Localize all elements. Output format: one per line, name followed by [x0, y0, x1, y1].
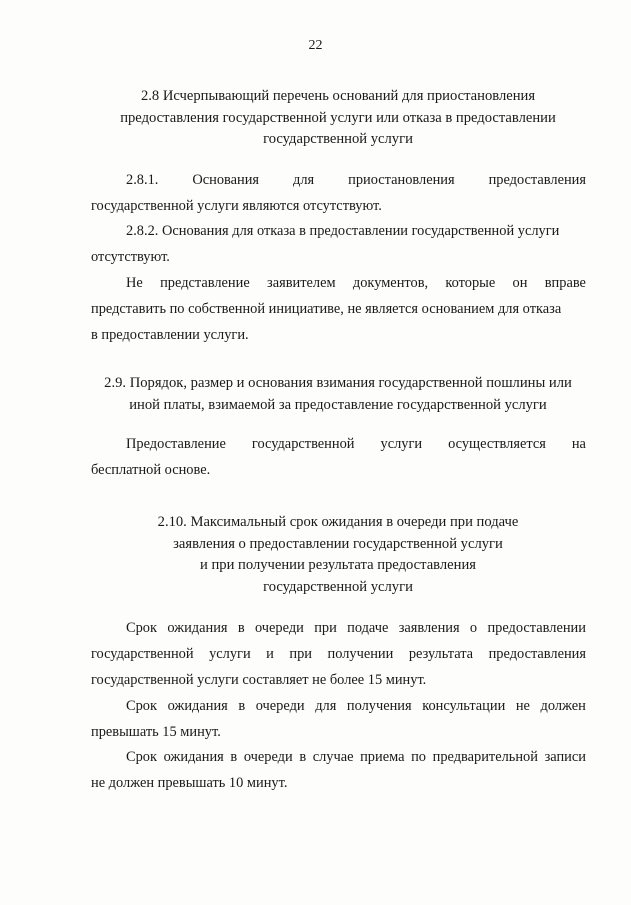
- word: представление: [160, 275, 250, 291]
- word: должен: [540, 698, 586, 714]
- paragraph-2-8-2: [91, 218, 586, 270]
- word: заявления: [398, 620, 460, 636]
- word: ожидания: [163, 749, 224, 765]
- word: предоставления: [488, 646, 586, 662]
- word: для: [315, 698, 337, 714]
- word: не: [515, 698, 530, 714]
- text-line: представить по собственной инициативе, не является основанием для отказа: [91, 301, 562, 317]
- word: очереди: [255, 698, 305, 714]
- heading-line: и при получении результата предоставления: [200, 557, 476, 573]
- word: случае: [312, 749, 354, 765]
- justified-line: [91, 693, 586, 719]
- word: государственной: [91, 646, 194, 662]
- word: по: [411, 749, 427, 765]
- word: о: [469, 620, 478, 636]
- word: Предоставление: [126, 436, 226, 452]
- word: подаче: [347, 620, 389, 636]
- justified-line: [91, 744, 586, 770]
- justified-line: [91, 167, 586, 193]
- word: при: [314, 620, 337, 636]
- word: Основания: [192, 172, 260, 188]
- word: приостановления: [348, 172, 455, 188]
- word: предоставлении: [487, 620, 586, 636]
- word: государственной: [251, 436, 355, 452]
- text-line: бесплатной основе.: [91, 462, 211, 478]
- heading-line: 2.10. Максимальный срок ожидания в очереди при подаче: [157, 514, 519, 530]
- paragraph-2-10-2: [91, 693, 586, 745]
- text-line: государственной услуги являются отсутствуют.: [91, 198, 382, 214]
- word: ожидания: [167, 698, 228, 714]
- word: Срок: [126, 620, 157, 636]
- word: ожидания: [167, 620, 228, 636]
- justified-line: [91, 431, 586, 457]
- word: в: [238, 698, 246, 714]
- word: очереди: [243, 749, 293, 765]
- heading-line: 2.8 Исчерпывающий перечень оснований для приостановления: [140, 88, 536, 104]
- word: Срок: [126, 698, 157, 714]
- text-line: превышать 15 минут.: [91, 724, 221, 740]
- word: предварительной: [432, 749, 538, 765]
- word: Срок: [126, 749, 157, 765]
- word: при: [289, 646, 312, 662]
- word: приема: [360, 749, 405, 765]
- paragraph-2-8-1: [91, 167, 586, 219]
- heading-line: предоставления государственной услуги или отказа в предоставлении: [120, 109, 556, 126]
- word: заявителем: [267, 275, 336, 291]
- text-line: в предоставлении услуги.: [91, 327, 249, 343]
- word: очереди: [254, 620, 304, 636]
- heading-line: иной платы, взимаемой за предоставление государственной услуги: [129, 396, 547, 413]
- heading-line: 2.9. Порядок, размер и основания взимания государственной пошлины или: [104, 375, 572, 391]
- word: в: [237, 620, 245, 636]
- word: для: [293, 172, 315, 188]
- word: которые: [445, 275, 496, 291]
- justified-line: [91, 615, 586, 641]
- section-2-9-heading: [90, 373, 586, 416]
- section-2-10-heading: [90, 512, 586, 598]
- word: в: [230, 749, 238, 765]
- word: и: [266, 646, 274, 662]
- word: осуществляется: [448, 436, 546, 452]
- paragraph-non-submission: [91, 270, 586, 348]
- heading-line: государственной услуги: [263, 578, 413, 595]
- word: в: [299, 749, 307, 765]
- paragraph-2-9: [91, 431, 586, 483]
- word: предоставления: [488, 172, 586, 188]
- page-number: 22: [308, 38, 323, 53]
- text-line: 2.8.2. Основания для отказа в предоставлении государственной услуги: [126, 223, 560, 239]
- word: документов,: [352, 275, 429, 291]
- text-line: государственной услуги составляет не более 15 минут.: [91, 672, 427, 688]
- word: получении: [327, 646, 394, 662]
- word: на: [571, 436, 586, 452]
- section-2-8-heading: [90, 86, 586, 151]
- justified-line: [91, 641, 586, 667]
- paragraph-2-10-3: [91, 744, 586, 796]
- word: 2.8.1.: [126, 172, 159, 188]
- word: получения: [346, 698, 412, 714]
- word: консультации: [422, 698, 506, 714]
- heading-line: государственной услуги: [263, 131, 413, 147]
- word: он: [512, 275, 528, 291]
- word: результата: [408, 646, 474, 662]
- word: услуги: [209, 646, 251, 662]
- text-line: отсутствуют.: [91, 249, 170, 265]
- word: Не: [126, 275, 143, 291]
- word: вправе: [544, 275, 586, 291]
- text-line: не должен превышать 10 минут.: [91, 775, 288, 791]
- word: записи: [544, 749, 586, 765]
- justified-line: [91, 270, 586, 296]
- heading-line: заявления о предоставлении государственной услуги: [173, 535, 503, 552]
- paragraph-2-10-1: [91, 615, 586, 693]
- word: услуги: [380, 436, 423, 452]
